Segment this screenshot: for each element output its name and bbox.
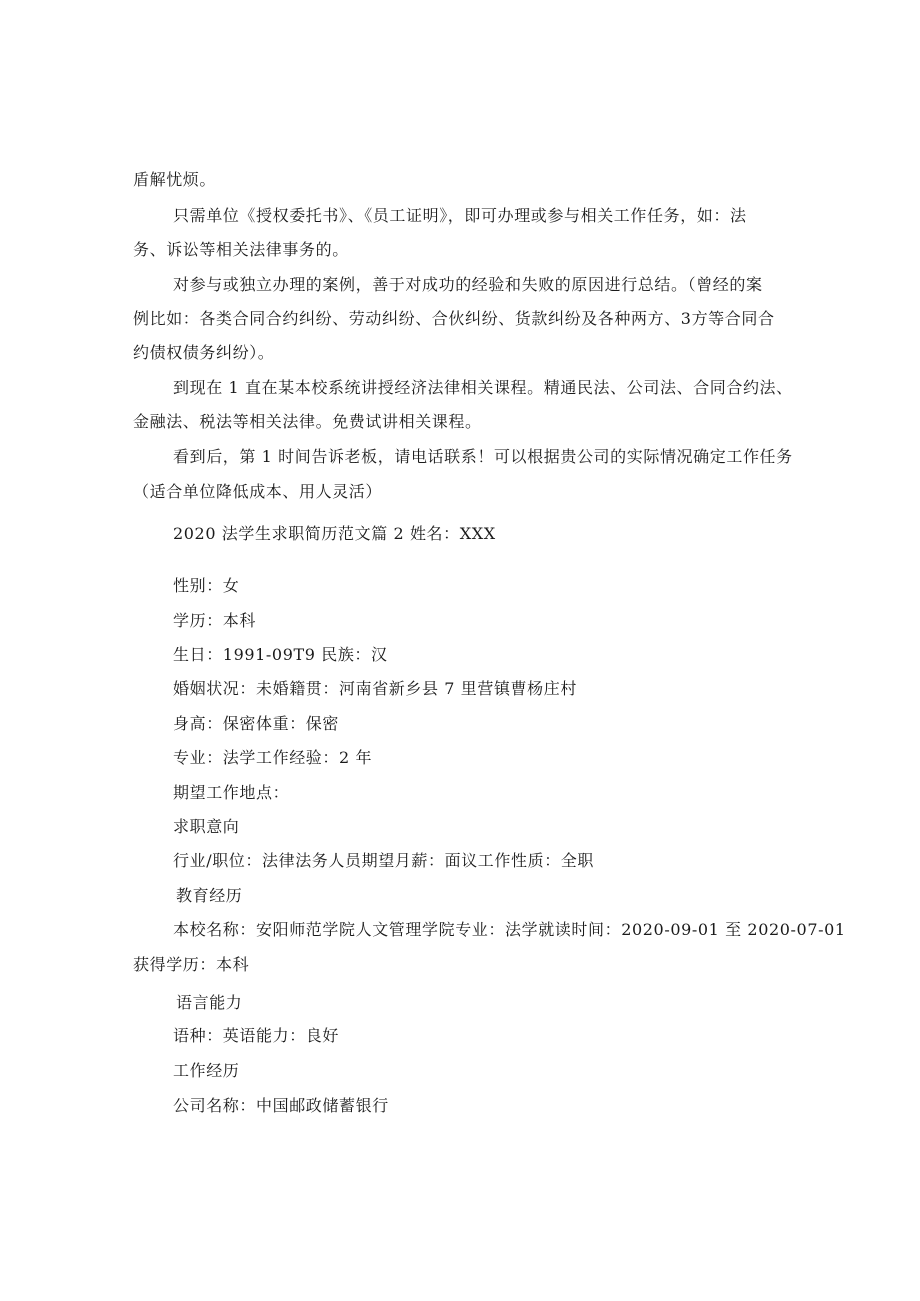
paragraph-line: 盾解忧烦。 (133, 170, 217, 189)
education-degree: 获得学历：本科 (133, 955, 250, 974)
language-detail: 语种：英语能力：良好 (173, 1026, 340, 1045)
education-school: 本校名称：安阳师范学院人文管理学院专业：法学就读时间：2020-09-01 至 2020-07-01 (173, 920, 846, 939)
info-major-experience: 专业：法学工作经验：2 年 (173, 748, 373, 767)
paragraph-line: （适合单位降低成本、用人灵活） (133, 482, 383, 501)
info-gender: 性别：女 (173, 576, 240, 595)
language-heading: 语言能力 (176, 993, 243, 1012)
paragraph-line: 只需单位《授权委托书》、《员工证明》，即可办理或参与相关工作任务，如：法 (173, 206, 747, 225)
work-heading: 工作经历 (173, 1061, 240, 1080)
resume-title: 2020 法学生求职简历范文篇 2 姓名：XXX (173, 524, 496, 543)
info-birthday-ethnicity: 生日：1991-09T9 民族：汉 (173, 645, 388, 664)
paragraph-line: 对参与或独立办理的案例，善于对成功的经验和失败的原因进行总结。（曾经的案 (173, 275, 763, 294)
paragraph-line: 金融法、税法等相关法律。免费试讲相关课程。 (133, 412, 482, 431)
paragraph-line: 例比如：各类合同合约纠纷、劳动纠纷、合伙纠纷、货款纠纷及各种两方、3方等合同合 (133, 309, 775, 328)
job-intent-detail: 行业/职位：法律法务人员期望月薪：面议工作性质：全职 (173, 851, 594, 870)
job-intent-heading: 求职意向 (173, 817, 240, 836)
work-company: 公司名称：中国邮政储蓄银行 (173, 1096, 389, 1115)
info-marital-hometown: 婚姻状况：未婚籍贯：河南省新乡县 7 里营镇曹杨庄村 (173, 679, 577, 698)
paragraph-line: 看到后，第 1 时间告诉老板，请电话联系！可以根据贵公司的实际情况确定工作任务 (173, 447, 793, 466)
info-desired-location: 期望工作地点： (173, 783, 290, 802)
paragraph-line: 务、诉讼等相关法律事务的。 (133, 240, 349, 259)
paragraph-line: 到现在 1 直在某本校系统讲授经济法律相关课程。精通民法、公司法、合同合约法、 (173, 378, 793, 397)
info-height-weight: 身高：保密体重：保密 (173, 714, 340, 733)
paragraph-line: 约债权债务纠纷）。 (133, 343, 275, 362)
info-degree: 学历：本科 (173, 611, 257, 630)
education-heading: 教育经历 (176, 886, 243, 905)
